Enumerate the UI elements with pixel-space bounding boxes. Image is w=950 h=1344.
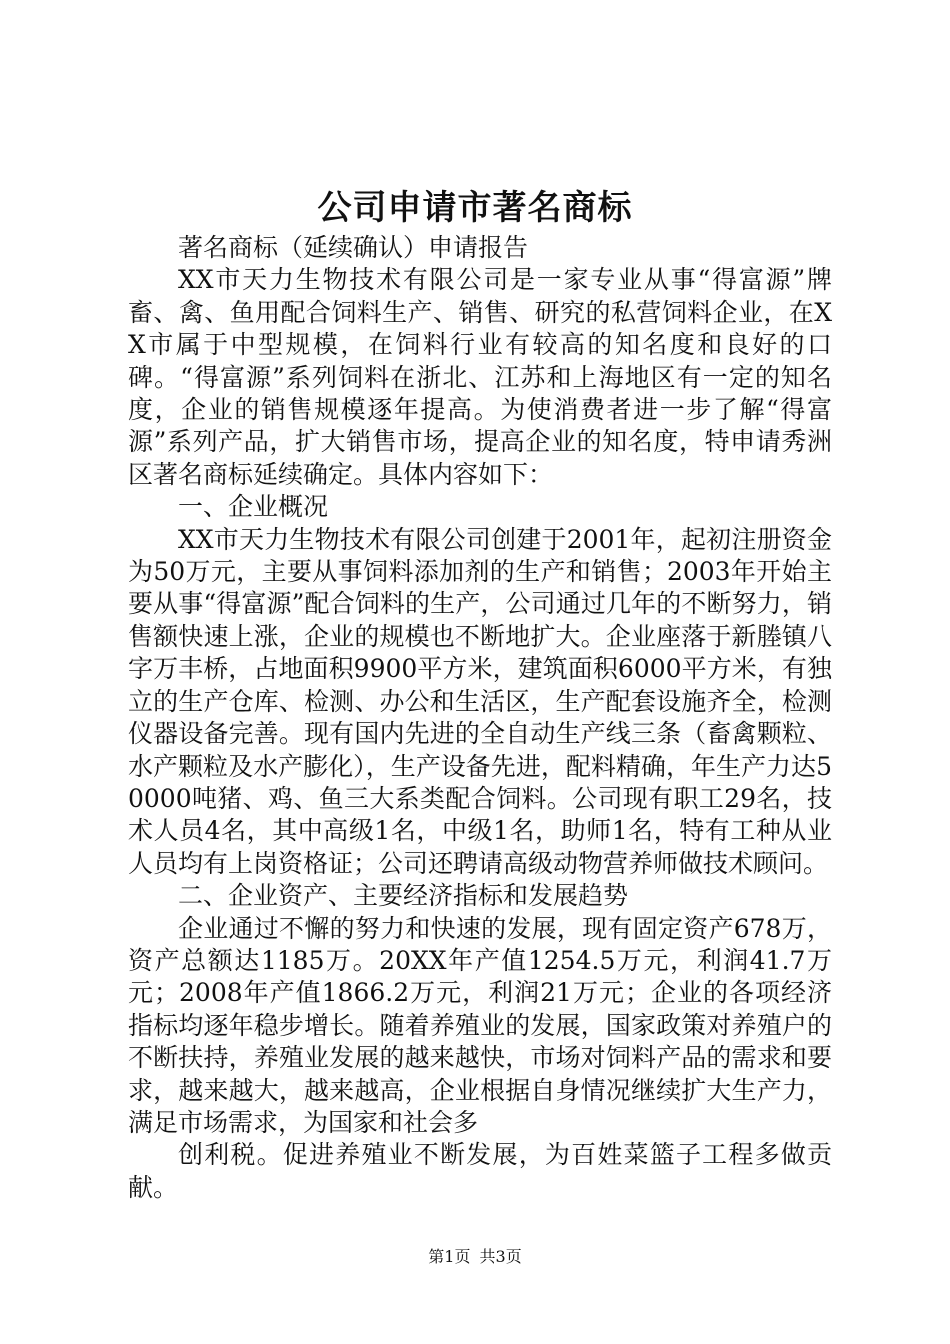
paragraph-closing: 创利税。促进养殖业不断发展，为百姓菜篮子工程多做贡献。	[128, 1140, 832, 1202]
paragraph-company-intro: XX市天力生物技术有限公司是一家专业从事“得富源”牌畜、禽、鱼用配合饲料生产、销售、研究的私营饲料企业，在XX市属于中型规模，在饲料行业有较高的知名度和良好的口碑。“得富源”系列饲料在浙北、江苏和上海地区有一定的知名度，企业的销售规模逐年提高。为使消费者进一步了解“得富源”系列产品，扩大销售市场，提高企业的知名度，特申请秀洲区著名商标延续确定。具体内容如下：	[128, 265, 832, 489]
document-body	[128, 232, 832, 1204]
paragraph-assets-indicators: 企业通过不懈的努力和快速的发展，现有固定资产678万，资产总额达1185万。20XX年产值1254.5万元，利润41.7万元；2008年产值1866.2万元，利润21万元；企业的各项经济指标均逐年稳步增长。随着养殖业的发展，国家政策对养殖户的不断扶持，养殖业发展的越来越快，市场对饲料产品的需求和要求，越来越大，越来越高，企业根据自身情况继续扩大生产力，满足市场需求，为国家和社会多	[128, 913, 832, 1137]
section-heading-assets: 二、企业资产、主要经济指标和发展趋势	[178, 881, 629, 911]
paragraph-company-overview: XX市天力生物技术有限公司创建于2001年，起初注册资金为50万元，主要从事饲料添加剂的生产和销售；2003年开始主要从事“得富源”配合饲料的生产，公司通过几年的不断努力，销售额快速上涨，企业的规模也不断地扩大。企业座落于新塍镇八字万丰桥，占地面积9900平方米，建筑面积6000平方米，有独立的生产仓库、检测、办公和生活区，生产配套设施齐全，检测仪器设备完善。现有国内先进的全自动生产线三条（畜禽颗粒、水产颗粒及水产膨化），生产设备先进，配料精确，年生产力达50000吨猪、鸡、鱼三大系类配合饲料。公司现有职工29名，技术人员4名，其中高级1名，中级1名，助师1名，特有工种从业人员均有上岗资格证；公司还聘请高级动物营养师做技术顾问。	[128, 524, 832, 878]
page-number: 第1页	[428, 1247, 471, 1266]
section-heading-overview: 一、企业概况	[178, 492, 329, 522]
page-total: 共3页	[479, 1247, 522, 1266]
page-footer	[0, 1246, 950, 1268]
document-title: 公司申请市著名商标	[317, 188, 633, 228]
paragraph-report-heading: 著名商标（延续确认）申请报告	[178, 233, 529, 262]
